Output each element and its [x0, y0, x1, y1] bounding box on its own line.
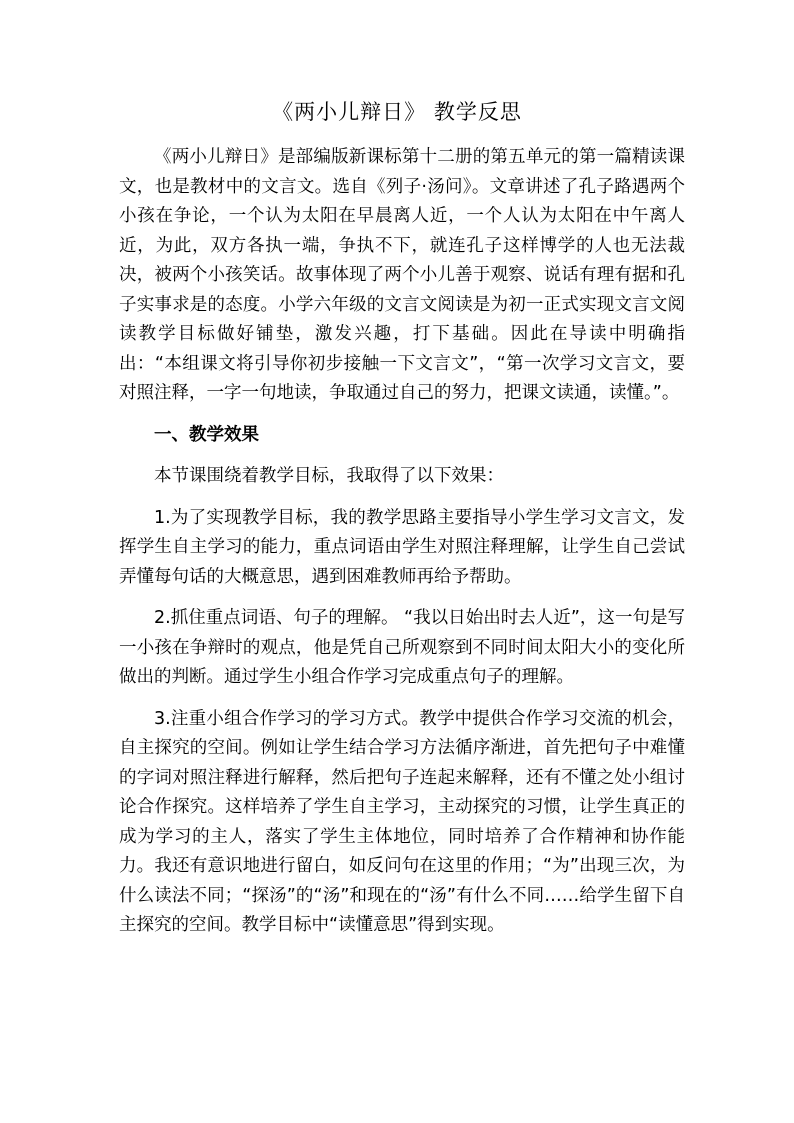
- document-title: 《两小儿辩日》 教学反思: [272, 100, 522, 124]
- section-heading-teaching-effect: 一、教学效果: [154, 424, 259, 445]
- point-3-paragraph: 3.注重小组合作学习的学习方式。教学中提供合作学习交流的机会，自主探究的空间。例如让学生结合学习方法循序渐进，首先把句子中难懂的字词对照注释进行解释，然后把句子连起来解释，还有不懂之处小组讨论合作探究。这样培养了学生自主学习，主动探究的习惯，让学生真正的成为学习的主人，落实了学生主体地位，同时培养了合作精神和协作能力。我还有意识地进行留白，如反问句在这里的作用；“为”出现三次，为什么读法不同；“探汤”的“汤”和现在的“汤”有什么不同……给学生留下自主探究的空间。教学目标中“读懂意思”得到实现。: [119, 708, 685, 935]
- point-2-paragraph: 2.抓住重点词语、句子的理解。 “我以日始出时去人近”，这一句是写一小孩在争辩时的观点，他是凭自己所观察到不同时间太阳大小的变化所做出的判断。通过学生小组合作学习完成重点句子的理解。: [119, 608, 685, 687]
- section-lead-paragraph: 本节课围绕着教学目标，我取得了以下效果：: [154, 466, 504, 486]
- point-1-paragraph: 1.为了实现教学目标，我的教学思路主要指导小学生学习文言文，发挥学生自主学习的能力，重点词语由学生对照注释理解，让学生自己尝试弄懂每句话的大概意思，遇到困难教师再给予帮助。: [119, 507, 685, 587]
- document-body: [119, 143, 685, 941]
- intro-paragraph: 《两小儿辩日》是部编版新课标第十二册的第五单元的第一篇精读课文，也是教材中的文言文。选自《列子·汤问》。文章讲述了孔子路遇两个小孩在争论，一个认为太阳在早晨离人近，一个人认为太阳在中午离人近，为此，双方各执一端，争执不下，就连孔子这样博学的人也无法裁决，被两个小孩笑话。故事体现了两个小儿善于观察、说话有理有据和孔子实事求是的态度。小学六年级的文言文阅读是为初一正式实现文言文阅读教学目标做好铺垫，激发兴趣，打下基础。因此在导读中明确指出：“本组课文将引导你初步接触一下文言文”，“第一次学习文言文，要对照注释，一字一句地读，争取通过自己的努力，把课文读通，读懂。”。: [119, 147, 685, 403]
